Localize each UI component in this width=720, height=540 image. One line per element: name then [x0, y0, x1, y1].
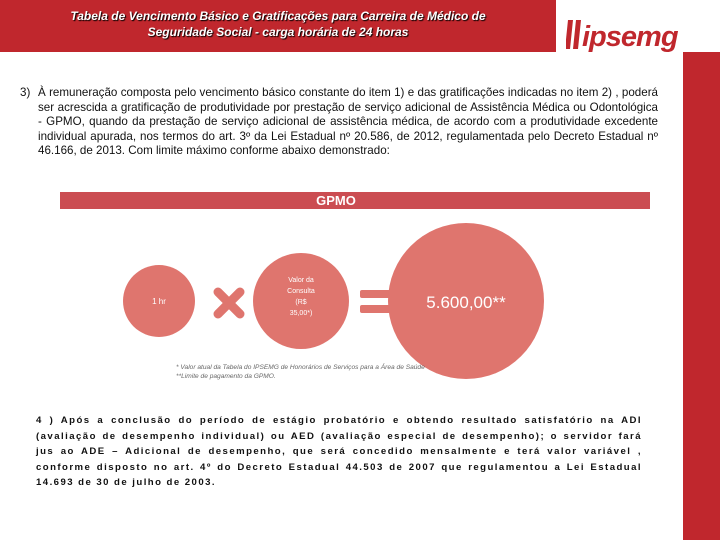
right-decorative-strip: [683, 52, 720, 540]
logo-text: ipsemg: [582, 21, 678, 52]
gpmo-figure: [60, 192, 650, 402]
footnote-1: * Valor atual da Tabela do IPSEMG de Honorários de Serviços para a Área de Saúde: [176, 364, 425, 371]
section-3-paragraph: [20, 86, 658, 159]
gpmo-banner-title: GPMO: [316, 193, 356, 208]
hours-label: 1 hr: [152, 297, 166, 306]
result-value: 5.600,00**: [426, 293, 506, 312]
multiply-sign-icon: [218, 292, 240, 314]
consultation-line-4: 35,00*): [289, 310, 313, 317]
page-title: [0, 8, 556, 40]
section-4-paragraph: 4 ) Após a conclusão do período de estágio probatório e obtendo resultado satisfatório na ADI (avaliação de desempenho individual) ou AED (avaliação especial de desempenho); o servidor fará jus ao ADE – Adicional de desempenho, que será concedido mensalmente e terá valor variável , conforme disposto no art. 4º do Decreto Estadual 44.503 de 2007 que regulamentou a Lei Estadual 14.693 de 30 de julho de 2003.: [36, 415, 642, 489]
footnote-2: **Limite de pagamento da GPMO.: [176, 373, 276, 380]
consultation-line-2: Consulta: [287, 288, 315, 295]
section-3-number: 3): [20, 86, 31, 99]
ipsemg-logo: [566, 16, 690, 52]
consultation-line-3: (R$: [295, 299, 307, 306]
page-title-line-1: Tabela de Vencimento Básico e Gratificações para Carreira de Médico de: [70, 9, 486, 23]
consultation-line-1: Valor da: [288, 277, 314, 284]
page-title-line-2: Seguridade Social - carga horária de 24 horas: [147, 25, 409, 39]
section-3-text: À remuneração composta pelo vencimento básico constante do item 1) e das gratificações indicadas no item 2) , poderá ser acrescida a gratificação de produtividade por prestação de serviço adicional de Assistência Médica ou Odontológica - GPMO, quando da prestação de serviço adicional de assistência médica, de acordo com a produtividade excedente individual apurada, nos termos do art. 3º da Lei Estadual nº 20.586, de 2012, regulamentada pelo Decreto Estadual nº 46.166, de 2013. Com limite máximo conforme abaixo demonstrado:: [38, 86, 658, 157]
